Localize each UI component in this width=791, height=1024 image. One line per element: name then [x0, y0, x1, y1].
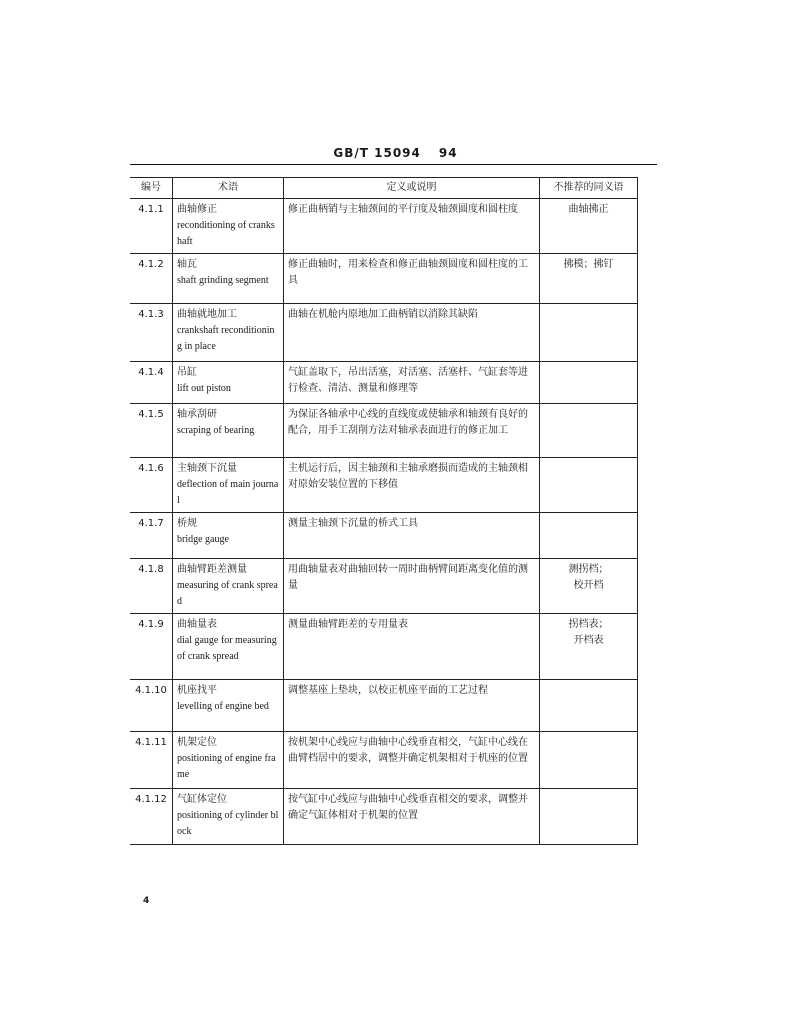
term-number: 4.1.3 — [130, 304, 173, 362]
term-definition: 主机运行后，因主轴颈和主轴承磨损而造成的主轴颈相对原始安装位置的下移值 — [284, 458, 540, 513]
term-chinese: 轴瓦 — [177, 259, 197, 270]
term-chinese: 主轴颈下沉量 — [177, 463, 237, 474]
term-number: 4.1.10 — [130, 680, 173, 732]
term-definition: 测量主轴颈下沉量的桥式工具 — [284, 513, 540, 559]
term-cell — [173, 680, 284, 732]
term-chinese: 机架定位 — [177, 737, 217, 748]
term-synonym — [540, 732, 638, 789]
term-number: 4.1.7 — [130, 513, 173, 559]
term-english: lift out piston — [177, 383, 231, 394]
term-chinese: 机座找平 — [177, 685, 217, 696]
term-synonym — [540, 458, 638, 513]
table-row — [130, 304, 638, 362]
term-number: 4.1.1 — [130, 199, 173, 254]
term-chinese: 轴承刮研 — [177, 409, 217, 420]
term-cell — [173, 404, 284, 458]
standard-year: 94 — [438, 146, 458, 160]
term-definition: 调整基座上垫块，以校正机座平面的工艺过程 — [284, 680, 540, 732]
term-chinese: 曲轴量表 — [177, 619, 217, 630]
term-english: dial gauge for measuring of crank spread — [177, 635, 277, 662]
term-chinese: 吊缸 — [177, 367, 197, 378]
term-number: 4.1.9 — [130, 614, 173, 680]
term-synonym — [540, 680, 638, 732]
term-definition: 曲轴在机舱内原地加工曲柄销以消除其缺陷 — [284, 304, 540, 362]
term-number: 4.1.11 — [130, 732, 173, 789]
term-chinese: 气缸体定位 — [177, 794, 227, 805]
term-english: levelling of engine bed — [177, 701, 269, 712]
term-english: positioning of engine frame — [177, 753, 276, 780]
term-definition: 用曲轴量表对曲轴回转一周时曲柄臂间距离变化值的测量 — [284, 559, 540, 614]
term-synonym: 曲轴拂正 — [540, 199, 638, 254]
term-english: shaft grinding segment — [177, 275, 269, 286]
header-rule — [130, 164, 657, 165]
terms-table — [130, 177, 638, 845]
term-definition: 按机架中心线应与曲轴中心线垂直相交，气缸中心线在曲臂档居中的要求，调整并确定机架相对于机座的位置 — [284, 732, 540, 789]
document-header — [0, 146, 791, 160]
table-row — [130, 680, 638, 732]
term-synonym: 拐档表； 开档表 — [540, 614, 638, 680]
term-cell — [173, 789, 284, 845]
term-definition: 测量曲轴臂距差的专用量表 — [284, 614, 540, 680]
term-definition: 气缸盖取下，吊出活塞，对活塞、活塞杆、气缸套等进行检查、清洁、测量和修理等 — [284, 362, 540, 404]
table-row — [130, 789, 638, 845]
col-header-definition: 定义或说明 — [284, 178, 540, 199]
term-cell — [173, 458, 284, 513]
term-cell — [173, 199, 284, 254]
term-definition: 为保证各轴承中心线的直线度或使轴承和轴颈有良好的配合，用手工刮削方法对轴承表面进行的修正加工 — [284, 404, 540, 458]
term-synonym: 测拐档； 校开档 — [540, 559, 638, 614]
term-definition: 修正曲轴时，用来检查和修正曲轴颈圆度和圆柱度的工具 — [284, 254, 540, 304]
term-english: measuring of crank spread — [177, 580, 278, 607]
term-chinese: 桥规 — [177, 518, 197, 529]
term-cell — [173, 254, 284, 304]
term-cell — [173, 614, 284, 680]
term-definition: 修正曲柄销与主轴颈间的平行度及轴颈圆度和圆柱度 — [284, 199, 540, 254]
term-number: 4.1.12 — [130, 789, 173, 845]
table-row — [130, 362, 638, 404]
term-number: 4.1.6 — [130, 458, 173, 513]
term-synonym — [540, 789, 638, 845]
term-cell — [173, 362, 284, 404]
term-number: 4.1.8 — [130, 559, 173, 614]
standard-code: GB/T 15094 — [333, 146, 421, 160]
table-row — [130, 404, 638, 458]
term-synonym — [540, 404, 638, 458]
table-row — [130, 199, 638, 254]
term-definition: 按气缸中心线应与曲轴中心线垂直相交的要求，调整并确定气缸体相对于机架的位置 — [284, 789, 540, 845]
term-cell — [173, 513, 284, 559]
term-chinese: 曲轴修正 — [177, 204, 217, 215]
term-chinese: 曲轴臂距差测量 — [177, 564, 247, 575]
term-english: crankshaft reconditioning in place — [177, 325, 275, 352]
col-header-term: 术语 — [173, 178, 284, 199]
term-chinese: 曲轴就地加工 — [177, 309, 237, 320]
page-number: 4 — [143, 896, 150, 906]
table-row — [130, 614, 638, 680]
table-row — [130, 458, 638, 513]
table-header-row — [130, 178, 638, 199]
term-synonym — [540, 362, 638, 404]
col-header-number: 编号 — [130, 178, 173, 199]
term-number: 4.1.4 — [130, 362, 173, 404]
table-row — [130, 513, 638, 559]
term-cell — [173, 732, 284, 789]
term-english: bridge gauge — [177, 534, 229, 545]
term-english: reconditioning of crankshaft — [177, 220, 275, 247]
term-cell — [173, 304, 284, 362]
table-row — [130, 732, 638, 789]
term-synonym — [540, 513, 638, 559]
term-cell — [173, 559, 284, 614]
term-english: deflection of main journal — [177, 479, 279, 506]
term-english: positioning of cylinder block — [177, 810, 279, 837]
term-number: 4.1.2 — [130, 254, 173, 304]
term-synonym — [540, 304, 638, 362]
table-row — [130, 559, 638, 614]
term-number: 4.1.5 — [130, 404, 173, 458]
table-row — [130, 254, 638, 304]
term-english: scraping of bearing — [177, 425, 255, 436]
term-synonym: 拂模；拂钉 — [540, 254, 638, 304]
col-header-synonym: 不推荐的同义语 — [540, 178, 638, 199]
